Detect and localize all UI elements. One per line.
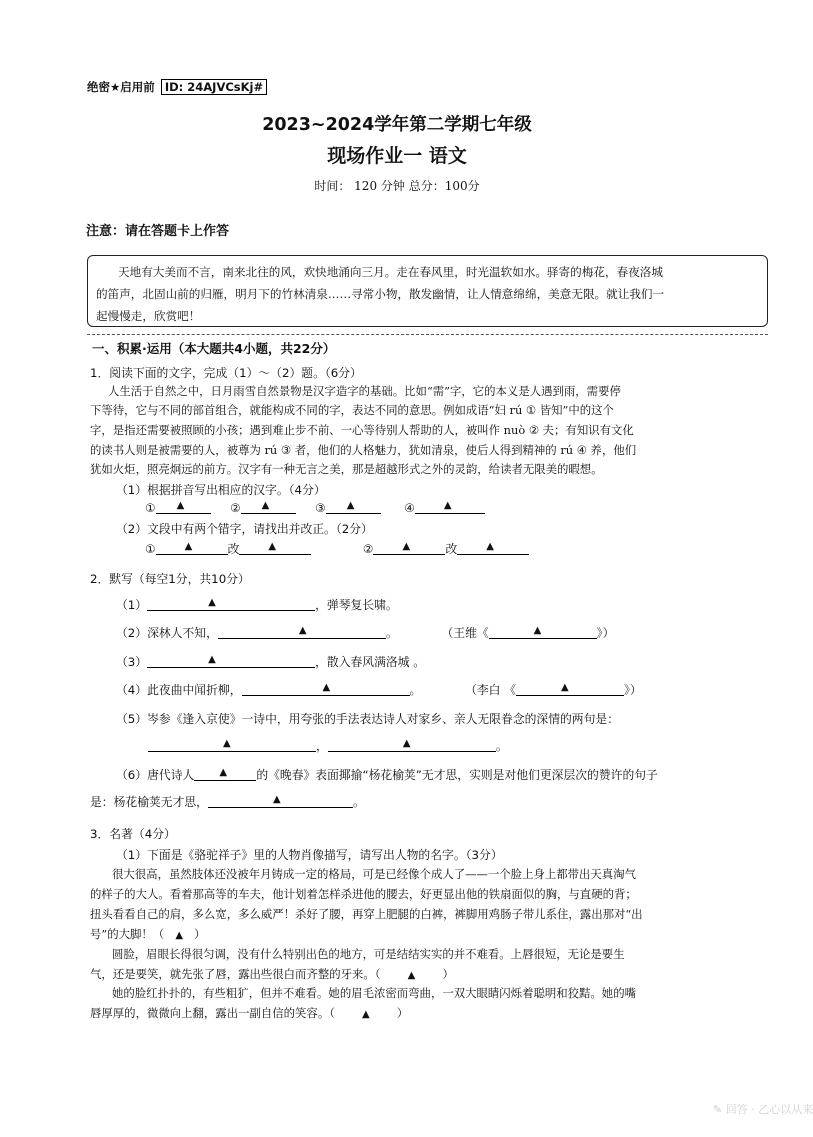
q2-item-6-line2 xyxy=(90,793,365,810)
answer-marker: ▲ xyxy=(561,682,569,693)
q3-para-line xyxy=(90,966,454,982)
q2-stem: 2．默写（每空1分，共10分） xyxy=(90,572,250,586)
notice-text: 注意：请在答题卡上作答 xyxy=(86,224,230,239)
answer-marker: ▲ xyxy=(362,1009,370,1020)
answer-blank[interactable] xyxy=(241,501,296,514)
circle-mark: ① xyxy=(145,542,156,556)
answer-marker: ▲ xyxy=(486,541,494,552)
line-text: ） xyxy=(396,1006,409,1020)
q1-passage-line: 字，是指还需要被照顾的小孩；遇到难止步不前、一心等待别人帮助的人，被叫作 nuò ② 夫；有知识有文化 xyxy=(90,423,634,437)
source-text: 》） xyxy=(596,626,615,640)
punctuation: 。 xyxy=(352,795,365,809)
answer-blank[interactable] xyxy=(208,795,353,808)
item-number: （1） xyxy=(116,598,148,612)
source-text: 》） xyxy=(624,683,642,697)
q3-para-line: 很大很高，虽然肢体还没被年月铸成一定的格局，可是已经像个成人了——一个脸上身上都带出天真淘气 xyxy=(112,867,636,881)
intro-line: 天地有大美而不言，南来北往的风，欢快地涌向三月。走在春风里，时光温软如水。驿寄的梅花，春夜洛城 xyxy=(118,265,663,279)
q3-para-line: 圆脸，眉眼长得很匀调，没有什么特别出色的地方，可是结结实实的并不难看。上唇很短，无论是要生 xyxy=(112,947,625,961)
q1-sub2-answer-row xyxy=(145,540,529,557)
source-text: （李白 《 xyxy=(465,683,517,697)
q1-sub2: （2）文段中有两个错字，请找出并改正。（2分） xyxy=(116,522,373,536)
q2-item-6 xyxy=(116,766,658,783)
answer-blank[interactable] xyxy=(415,501,485,514)
answer-blank[interactable] xyxy=(326,501,381,514)
answer-marker: ▲ xyxy=(175,930,184,941)
footer-watermark: ✎ 回答 · 乙心以从来 xyxy=(713,1103,813,1116)
line-text: ，弹琴复长啸。 xyxy=(315,598,398,612)
answer-blank[interactable] xyxy=(218,626,386,639)
q2-item-5 xyxy=(116,710,619,727)
line-text: ） xyxy=(194,927,206,941)
answer-marker: ▲ xyxy=(176,500,185,511)
punctuation: ， xyxy=(316,739,328,753)
line-text: 唇厚厚的，微微向上翻，露出一副自信的笑容。（ xyxy=(90,1006,335,1020)
change-label: 改 xyxy=(227,542,240,556)
answer-marker: ▲ xyxy=(407,970,416,981)
answer-marker: ▲ xyxy=(443,500,452,511)
change-label: 改 xyxy=(445,542,458,556)
line-text: 号”的大脚！（ xyxy=(90,927,165,941)
q1-passage-line: 的读书人则是被需要的人，被尊为 rú ③ 者，他们的人格魅力，犹如清泉，使后人得到精神的 rú ④ 养，他们 xyxy=(90,443,637,457)
exam-title-line2: 现场作业一 语文 xyxy=(327,145,467,167)
item-number: （5） xyxy=(116,712,148,726)
section1-heading: 一、积累·运用（本大题共4小题，共22分） xyxy=(92,341,336,356)
answer-marker: ▲ xyxy=(322,682,331,693)
answer-marker: ▲ xyxy=(261,500,270,511)
answer-marker: ▲ xyxy=(533,625,542,636)
answer-slot[interactable] xyxy=(380,967,442,981)
answer-blank[interactable] xyxy=(239,542,311,555)
line-text: ，散入春风满洛城 。 xyxy=(315,655,426,669)
q3-stem: 3．名著（4分） xyxy=(90,827,176,841)
answer-blank[interactable] xyxy=(242,683,410,696)
line-text: 岑参《逢入京使》一诗中，用夸张的手法表达诗人对家乡、亲人无限眷念的深情的两句是： xyxy=(147,712,619,726)
q1-passage-line: 人生活于自然之中，日月雨雪自然景物是汉字造字的基础。比如“需”字，它的本义是人遇到雨，需要停 xyxy=(108,384,621,398)
q3-para-line: 的样子的大人。看着那高等的车夫，他计划着怎样杀进他的腰去，好更显出他的铁扇面似的胸，与直硬的背； xyxy=(90,887,637,901)
answer-marker: ▲ xyxy=(402,541,411,552)
item-number: （4） xyxy=(116,683,148,697)
circle-mark: ④ xyxy=(404,501,415,515)
intro-box xyxy=(87,255,768,327)
circle-mark: ③ xyxy=(315,501,326,515)
line-text: 的《晚春》表面揶揄“杨花榆荚”无才思，实则是对他们更深层次的赞许的句子 xyxy=(256,768,658,782)
source-text: （王维《 xyxy=(441,626,489,640)
line-text: 。 xyxy=(409,683,422,697)
answer-slot[interactable] xyxy=(164,927,194,941)
q2-item-5-answers xyxy=(148,737,508,754)
circle-mark: ② xyxy=(230,501,241,515)
line-text: 是：杨花榆荚无才思， xyxy=(90,795,208,809)
answer-blank[interactable] xyxy=(457,542,529,555)
q3-para-line: 她的脸红扑扑的，有些粗犷，但并不难看。她的眉毛浓密而弯曲，一双大眼睛闪烁着聪明和狡黠。她的嘴 xyxy=(112,986,636,1000)
line-text: ） xyxy=(442,967,454,981)
secret-label: 绝密★启用前 xyxy=(87,80,155,94)
line-text: 此夜曲中闻折柳， xyxy=(147,683,242,697)
line-text: 。 xyxy=(385,626,398,640)
answer-marker: ▲ xyxy=(223,738,231,749)
item-number: （6） xyxy=(116,768,148,782)
q3-para-line xyxy=(90,1005,408,1021)
q3-para-line: 扭头看看自己的肩，多么宽，多么威严！杀好了腰，再穿上肥腿的白裤，裤脚用鸡肠子带儿系住，露出那对“出 xyxy=(90,907,643,921)
q2-item-3 xyxy=(116,653,425,670)
answer-marker: ▲ xyxy=(298,625,307,636)
q1-sub1: （1）根据拼音写出相应的汉字。（4分） xyxy=(116,483,326,497)
answer-blank[interactable] xyxy=(194,768,256,781)
answer-blank[interactable] xyxy=(328,739,496,752)
q2-item-4 xyxy=(116,681,642,698)
answer-blank[interactable] xyxy=(147,655,315,668)
answer-slot[interactable] xyxy=(335,1006,397,1020)
item-number: （3） xyxy=(116,655,148,669)
q2-item-2 xyxy=(116,624,614,641)
time-and-score: 时间： 120 分钟 总分：100分 xyxy=(314,179,480,193)
answer-marker: ▲ xyxy=(346,500,355,511)
circle-mark: ② xyxy=(362,542,374,556)
id-code-box: ID: 24AJVCsKj# xyxy=(161,79,267,95)
answer-marker: ▲ xyxy=(402,738,411,749)
answer-blank[interactable] xyxy=(148,739,316,752)
q3-para-line xyxy=(90,926,206,942)
answer-blank[interactable] xyxy=(516,683,624,696)
circle-mark: ① xyxy=(145,501,156,515)
answer-marker: ▲ xyxy=(184,541,193,552)
answer-blank[interactable] xyxy=(156,542,228,555)
q1-stem: 1．阅读下面的文字，完成（1）～（2）题。（6分） xyxy=(90,366,362,380)
answer-marker: ▲ xyxy=(268,541,277,552)
intro-line: 的笛声，北固山前的归雁，明月下的竹林清泉……寻常小物，散发幽情，让人情意绵绵，美意无限。就让我们一 xyxy=(96,287,665,301)
line-text: 深林人不知， xyxy=(147,626,218,640)
line-text: 唐代诗人 xyxy=(147,768,195,782)
confidential-header xyxy=(87,79,267,95)
answer-marker: ▲ xyxy=(272,794,281,805)
answer-blank[interactable] xyxy=(147,598,315,611)
q1-passage-line: 犹如火炬，照亮炯远的前方。汉字有一种无言之美，那是超越形式之外的灵韵，给读者无限美的暇想。 xyxy=(90,462,603,476)
exam-title-line1: 2023~2024学年第二学期七年级 xyxy=(262,115,532,135)
answer-marker: ▲ xyxy=(208,597,216,608)
answer-marker: ▲ xyxy=(208,654,216,665)
q2-item-1 xyxy=(116,596,398,613)
q1-sub1-answer-row xyxy=(145,501,485,515)
answer-blank[interactable] xyxy=(156,501,211,514)
item-number: （2） xyxy=(116,626,148,640)
answer-marker: ▲ xyxy=(219,767,228,778)
answer-blank[interactable] xyxy=(489,626,597,639)
answer-blank[interactable] xyxy=(373,542,445,555)
line-text: 气，还是要笑，就先张了唇，露出些很白而齐整的牙来。（ xyxy=(90,967,381,981)
intro-line: 起慢慢走，欣赏吧！ xyxy=(96,309,201,323)
q1-passage-line: 下等待，它与不同的部首组合，就能构成不同的字，表达不同的意思。例如成语“妇 rú ① 皆知”中的这个 xyxy=(90,403,614,417)
punctuation: 。 xyxy=(495,739,508,753)
q3-sub1: （1）下面是《骆驼祥子》里的人物肖像描写，请写出人物的名字。（3分） xyxy=(116,848,503,862)
section-divider xyxy=(87,334,768,335)
